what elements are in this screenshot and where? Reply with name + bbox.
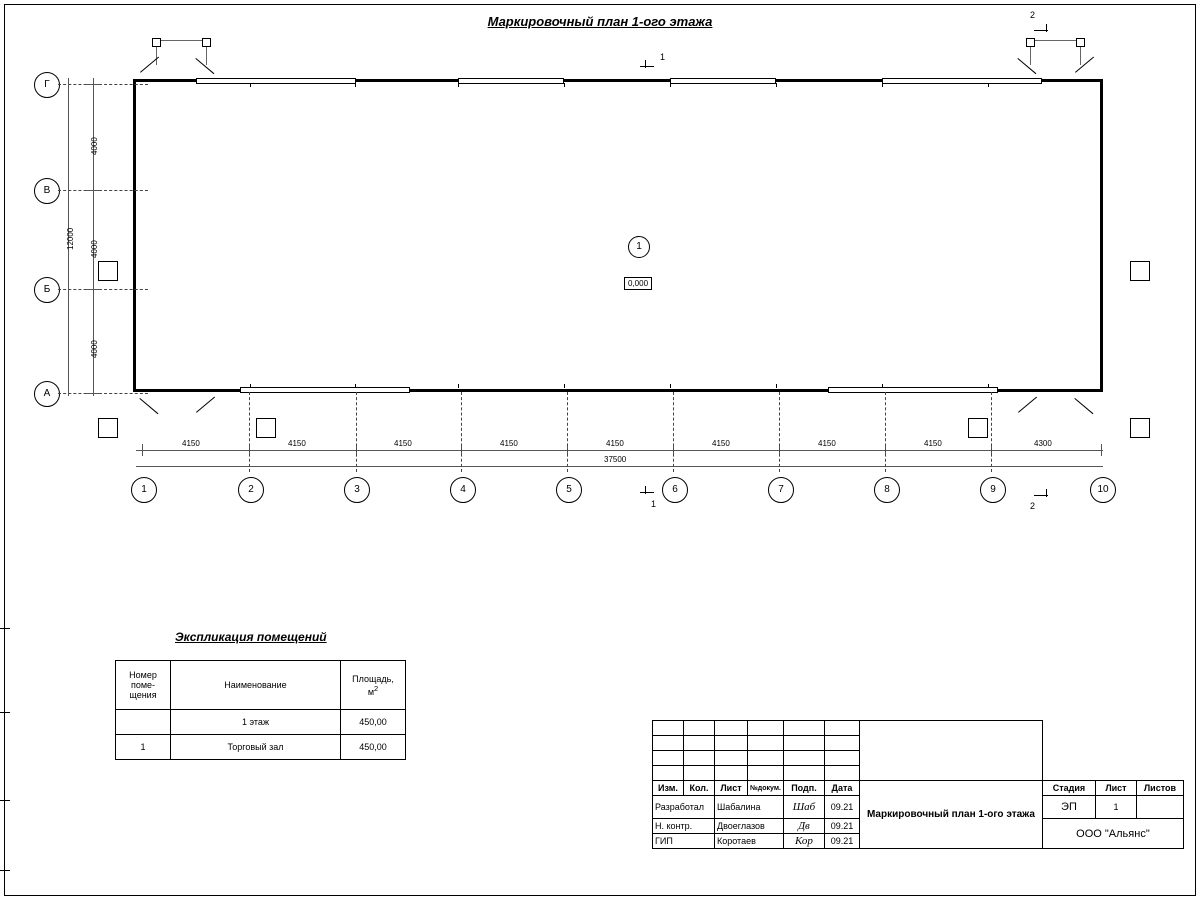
left-edge-tick-4 bbox=[0, 870, 10, 871]
stamp-blank bbox=[748, 721, 784, 736]
hdim-text-4: 4150 bbox=[500, 439, 518, 448]
stamp-role-developer: Разработал bbox=[653, 796, 715, 819]
corner-detail-tr-h bbox=[1030, 40, 1080, 41]
room-number-bubble: 1 bbox=[628, 236, 650, 258]
row-number bbox=[116, 710, 171, 735]
axis-bubble-B: Б bbox=[34, 277, 60, 303]
stamp-sheets-label: Листов bbox=[1136, 781, 1183, 796]
row-number: 1 bbox=[116, 735, 171, 760]
stamp-stage-value: ЭП bbox=[1042, 796, 1095, 819]
stamp-blank bbox=[653, 721, 684, 736]
corner-node-tl-b bbox=[202, 38, 211, 47]
stamp-blank bbox=[783, 721, 824, 736]
column-mark-bottom-2 bbox=[355, 384, 356, 388]
column-mark-bottom-8 bbox=[988, 384, 989, 388]
left-edge-tick-3 bbox=[0, 800, 10, 801]
plan-title-text: Маркировочный план 1-ого этажа bbox=[487, 14, 713, 29]
column-mark-bottom-1 bbox=[250, 384, 251, 388]
axis-bubble-8: 8 bbox=[874, 477, 900, 503]
column-mark-top-3 bbox=[458, 83, 459, 87]
side-box-bottom-2 bbox=[256, 418, 276, 438]
stamp-blank bbox=[824, 766, 859, 781]
stamp-header-row bbox=[653, 781, 1184, 796]
stamp-blank bbox=[653, 766, 684, 781]
hdim-text-6: 4150 bbox=[712, 439, 730, 448]
corner-diag-br bbox=[1018, 397, 1037, 413]
wall-right bbox=[1100, 79, 1103, 392]
section-mark-top-1-label: 1 bbox=[660, 52, 666, 62]
stamp-col-data: Дата bbox=[824, 781, 859, 796]
stamp-signature-gip: Кор bbox=[783, 834, 824, 849]
vdim-tick-1 bbox=[86, 84, 100, 85]
axis-line-G bbox=[58, 84, 148, 85]
corner-node-tr-b bbox=[1076, 38, 1085, 47]
column-mark-top-2 bbox=[355, 83, 356, 87]
hdim-text-3: 4150 bbox=[394, 439, 412, 448]
column-mark-top-4 bbox=[564, 83, 565, 87]
explication-table bbox=[115, 660, 406, 760]
stamp-name-controller: Двоеглазов bbox=[715, 819, 784, 834]
wall-left bbox=[133, 79, 136, 392]
stamp-col-podp: Подп. bbox=[783, 781, 824, 796]
header-cell-name: Наименование bbox=[171, 661, 341, 710]
header-area-sup: 2 bbox=[374, 683, 379, 693]
header-cell-area bbox=[341, 661, 406, 710]
axis-bubble-7: 7 bbox=[768, 477, 794, 503]
stamp-name-gip: Коротаев bbox=[715, 834, 784, 849]
stamp-blank bbox=[783, 736, 824, 751]
table-row bbox=[116, 735, 406, 760]
stamp-col-kol: Кол. bbox=[684, 781, 715, 796]
column-mark-bottom-5 bbox=[670, 384, 671, 388]
corner-diag-bl bbox=[139, 398, 158, 414]
row-name: 1 этаж bbox=[171, 710, 341, 735]
axis-bubble-G: Г bbox=[34, 72, 60, 98]
stamp-blank bbox=[748, 751, 784, 766]
title-block-table bbox=[652, 720, 1184, 849]
axis-bubble-10: 10 bbox=[1090, 477, 1116, 503]
vdim-tick-2 bbox=[86, 190, 100, 191]
stamp-date-controller: 09.21 bbox=[824, 819, 859, 834]
window-strip-top-1 bbox=[196, 78, 356, 84]
window-strip-top-4 bbox=[882, 78, 1042, 84]
hdim-text-9: 4300 bbox=[1034, 439, 1052, 448]
stamp-sheet-label: Лист bbox=[1095, 781, 1136, 796]
axis-bubble-4: 4 bbox=[450, 477, 476, 503]
stamp-blank bbox=[824, 721, 859, 736]
section-mark-top-2-arrow bbox=[1046, 24, 1047, 32]
axis-line-V bbox=[58, 190, 148, 191]
column-mark-top-7 bbox=[882, 83, 883, 87]
corner-node-tr-a bbox=[1026, 38, 1035, 47]
stamp-blank-big bbox=[859, 721, 1042, 781]
table-header-row bbox=[116, 661, 406, 710]
header-number-line1: Номер bbox=[129, 670, 157, 680]
hdim-total-text: 37500 bbox=[604, 455, 627, 464]
section-mark-bottom-2-label: 2 bbox=[1030, 501, 1036, 511]
stamp-blank bbox=[715, 766, 748, 781]
side-box-left-mid bbox=[98, 261, 118, 281]
column-mark-bottom-6 bbox=[776, 384, 777, 388]
level-mark: 0,000 bbox=[624, 277, 652, 290]
column-mark-top-6 bbox=[776, 83, 777, 87]
stamp-signature-controller: Дв bbox=[783, 819, 824, 834]
row-name: Торговый зал bbox=[171, 735, 341, 760]
section-mark-bottom-1-arrow bbox=[645, 486, 646, 494]
vdim-tick-3 bbox=[86, 289, 100, 290]
stamp-blank bbox=[748, 736, 784, 751]
grid-line-6 bbox=[673, 392, 674, 472]
left-edge-tick-2 bbox=[0, 712, 10, 713]
corner-diag-br2 bbox=[1074, 398, 1093, 414]
grid-line-9 bbox=[991, 392, 992, 472]
hdim-text-5: 4150 bbox=[606, 439, 624, 448]
stamp-date-developer: 09.21 bbox=[824, 796, 859, 819]
column-mark-bottom-7 bbox=[882, 384, 883, 388]
section-mark-bottom-2-arrow bbox=[1046, 489, 1047, 497]
row-area: 450,00 bbox=[341, 710, 406, 735]
column-mark-top-8 bbox=[988, 83, 989, 87]
section-mark-top-1-arrow bbox=[645, 60, 646, 68]
grid-line-7 bbox=[779, 392, 780, 472]
vdim-tick-4 bbox=[86, 393, 100, 394]
grid-line-3 bbox=[356, 392, 357, 472]
stamp-col-ndok: №докум. bbox=[748, 781, 784, 796]
axis-bubble-9: 9 bbox=[980, 477, 1006, 503]
grid-line-4 bbox=[461, 392, 462, 472]
grid-line-5 bbox=[567, 392, 568, 472]
corner-diag-bl2 bbox=[196, 397, 215, 413]
axis-bubble-3: 3 bbox=[344, 477, 370, 503]
hdim-tick-1 bbox=[142, 444, 143, 456]
explication-title: Экспликация помещений bbox=[175, 630, 327, 644]
axis-bubble-V: В bbox=[34, 178, 60, 204]
window-strip-top-3 bbox=[670, 78, 776, 84]
stamp-signature-developer: Шаб bbox=[783, 796, 824, 819]
stamp-blank bbox=[653, 736, 684, 751]
stamp-blank bbox=[684, 766, 715, 781]
side-box-right-mid bbox=[1130, 261, 1150, 281]
hdim-text-7: 4150 bbox=[818, 439, 836, 448]
stamp-role-gip: ГИП bbox=[653, 834, 715, 849]
side-box-bottom-3 bbox=[968, 418, 988, 438]
section-mark-top-1-line bbox=[640, 66, 654, 67]
window-strip-bottom-1 bbox=[240, 387, 410, 393]
section-mark-bottom-1-line bbox=[640, 492, 654, 493]
column-mark-bottom-3 bbox=[458, 384, 459, 388]
table-row bbox=[116, 710, 406, 735]
stamp-blank bbox=[783, 766, 824, 781]
header-number-line3: щения bbox=[129, 690, 157, 700]
corner-diag-tr2 bbox=[1075, 57, 1094, 73]
stamp-role-controller: Н. контр. bbox=[653, 819, 715, 834]
stamp-blank bbox=[715, 721, 748, 736]
title-block bbox=[652, 720, 1184, 849]
axis-bubble-A: А bbox=[34, 381, 60, 407]
stamp-sheet-value: 1 bbox=[1095, 796, 1136, 819]
stamp-blank bbox=[715, 736, 748, 751]
side-box-bottom-right bbox=[1130, 418, 1150, 438]
left-edge-tick-1 bbox=[0, 628, 10, 629]
vdim-text-3: 4000 bbox=[90, 340, 99, 358]
hdim-text-2: 4150 bbox=[288, 439, 306, 448]
corner-diag-tl2 bbox=[195, 58, 214, 74]
stamp-sheets-value bbox=[1136, 796, 1183, 819]
stamp-organization: ООО "Альянс" bbox=[1042, 819, 1183, 849]
axis-bubble-6: 6 bbox=[662, 477, 688, 503]
hdim-text-1: 4150 bbox=[182, 439, 200, 448]
vdim-total-text: 12000 bbox=[66, 227, 75, 250]
corner-detail-tl-h bbox=[156, 40, 206, 41]
axis-line-A bbox=[58, 393, 148, 394]
header-area-line1: Площадь, bbox=[352, 673, 394, 684]
grid-line-8 bbox=[885, 392, 886, 472]
stamp-blank bbox=[824, 751, 859, 766]
stamp-blank bbox=[783, 751, 824, 766]
stamp-blank bbox=[748, 766, 784, 781]
axis-bubble-2: 2 bbox=[238, 477, 264, 503]
stamp-blank bbox=[653, 751, 684, 766]
stamp-blank bbox=[824, 736, 859, 751]
axis-bubble-1: 1 bbox=[131, 477, 157, 503]
stamp-blank bbox=[715, 751, 748, 766]
header-area-line2 bbox=[343, 684, 403, 697]
column-mark-top-1 bbox=[250, 83, 251, 87]
vdim-text-2: 4000 bbox=[90, 240, 99, 258]
row-area: 450,00 bbox=[341, 735, 406, 760]
stamp-col-list: Лист bbox=[715, 781, 748, 796]
window-strip-top-2 bbox=[458, 78, 564, 84]
hdim-text-8: 4150 bbox=[924, 439, 942, 448]
stamp-empty-row bbox=[653, 721, 1184, 736]
stamp-blank bbox=[684, 751, 715, 766]
header-number-line2: поме- bbox=[130, 680, 156, 690]
axis-bubble-5: 5 bbox=[556, 477, 582, 503]
stamp-date-gip: 09.21 bbox=[824, 834, 859, 849]
stamp-name-developer: Шабалина bbox=[715, 796, 784, 819]
corner-node-tl-a bbox=[152, 38, 161, 47]
stamp-stage-label: Стадия bbox=[1042, 781, 1095, 796]
stamp-blank bbox=[684, 736, 715, 751]
header-cell-number bbox=[116, 661, 171, 710]
vdim-text-1: 4000 bbox=[90, 137, 99, 155]
section-mark-bottom-1-label: 1 bbox=[651, 499, 657, 509]
section-mark-top-2-label: 2 bbox=[1030, 10, 1036, 20]
header-area-unit: м bbox=[367, 686, 374, 697]
column-mark-bottom-4 bbox=[564, 384, 565, 388]
hdim-line-outer bbox=[136, 466, 1103, 467]
stamp-col-izm: Изм. bbox=[653, 781, 684, 796]
stamp-blank bbox=[684, 721, 715, 736]
side-box-bottom-left bbox=[98, 418, 118, 438]
grid-line-2 bbox=[249, 392, 250, 472]
axis-line-B bbox=[58, 289, 148, 290]
hdim-tick-10 bbox=[1101, 444, 1102, 456]
column-mark-top-5 bbox=[670, 83, 671, 87]
stamp-doc-title: Маркировочный план 1-ого этажа bbox=[859, 781, 1042, 849]
corner-diag-tr bbox=[1017, 58, 1036, 74]
hdim-line-inner bbox=[136, 450, 1103, 451]
window-strip-bottom-2 bbox=[828, 387, 998, 393]
